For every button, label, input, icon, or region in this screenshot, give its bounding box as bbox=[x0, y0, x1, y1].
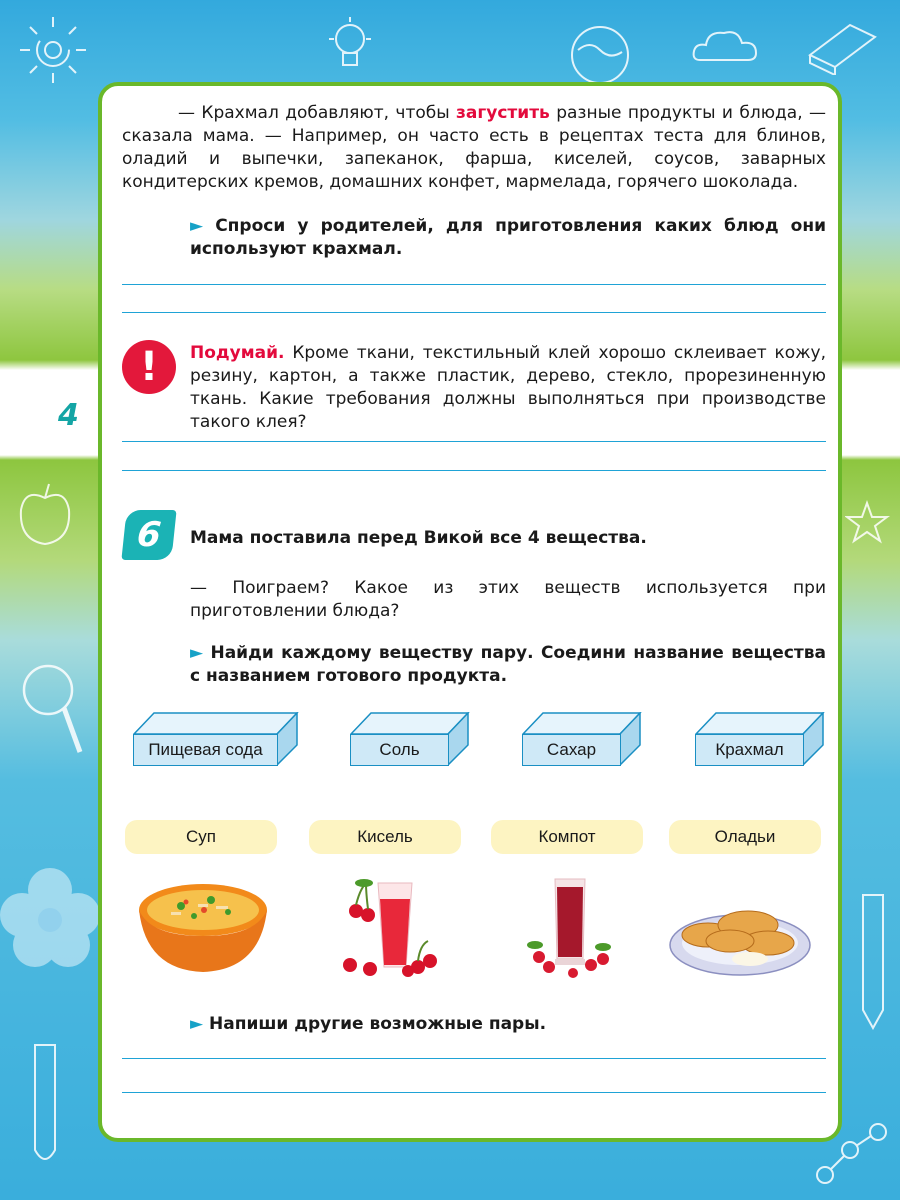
triangle-marker-icon: ► bbox=[190, 216, 204, 236]
book-icon bbox=[800, 15, 880, 75]
substance-label: Сахар bbox=[522, 734, 621, 766]
substance-label: Пищевая сода bbox=[133, 734, 278, 766]
highlight-word: загустить bbox=[456, 103, 550, 123]
test-tube-icon bbox=[20, 1040, 70, 1170]
pancakes-plate-icon bbox=[668, 893, 813, 978]
answer-line[interactable] bbox=[122, 470, 826, 471]
spiral-sun-icon bbox=[18, 15, 88, 85]
kompot-glass-icon bbox=[525, 875, 625, 980]
answer-line[interactable] bbox=[122, 1058, 826, 1059]
magnifier-icon bbox=[18, 660, 88, 760]
substance-box[interactable] bbox=[522, 712, 642, 766]
flower-icon bbox=[0, 850, 100, 980]
substance-label: Крахмал bbox=[695, 734, 804, 766]
substance-box[interactable] bbox=[350, 712, 470, 766]
answer-line[interactable] bbox=[122, 1092, 826, 1093]
substance-box[interactable] bbox=[133, 712, 299, 766]
exercise-instruction: ► Найди каждому веществу пару. Соедини название вещества с названием готового продукта. bbox=[190, 643, 826, 686]
product-pill[interactable]: Суп bbox=[125, 820, 277, 854]
product-pill[interactable]: Оладьи bbox=[669, 820, 821, 854]
answer-line[interactable] bbox=[122, 312, 826, 313]
exclamation-icon: ! bbox=[122, 340, 176, 394]
star-icon bbox=[845, 500, 890, 545]
think-paragraph: Подумай. Кроме ткани, текстильный клей хорошо склеивает кожу, резину, картон, а также пластик, дерево, стекло, прорезиненную ткань. Какие требования должны выполняться при производстве такого клея? bbox=[190, 343, 826, 432]
apple-icon bbox=[15, 480, 75, 550]
substance-box[interactable] bbox=[695, 712, 825, 766]
exercise-question: — Поиграем? Какое из этих веществ используется при приготовлении блюда? bbox=[190, 578, 826, 621]
soup-bowl-icon bbox=[136, 880, 271, 975]
task-ask-parents: ► Спроси у родителей, для приготовления каких блюд они используют крахмал. bbox=[190, 216, 827, 259]
think-label: Подумай. bbox=[190, 343, 285, 363]
lightbulb-icon bbox=[325, 15, 375, 80]
final-instruction: ► Напиши другие возможные пары. bbox=[190, 1014, 547, 1034]
substance-label: Соль bbox=[350, 734, 449, 766]
answer-line[interactable] bbox=[122, 441, 826, 442]
triangle-marker-icon: ► bbox=[190, 643, 204, 663]
kissel-glass-icon bbox=[340, 875, 440, 980]
cloud-icon bbox=[690, 25, 760, 65]
intro-paragraph: — Крахмал добавляют, чтобы загустить разные продукты и блюда, — сказала мама. — Например, он часто есть в рецептах теста для блинов, оладий и выпечки, запеканок, фарша, киселей, соусов, заварных кондитерских кремов, домашних конфет, мармелада, горячего шоколада. bbox=[122, 103, 826, 192]
exercise-number-badge: 6 bbox=[121, 510, 176, 560]
product-pill[interactable]: Компот bbox=[491, 820, 643, 854]
pencil-icon bbox=[858, 890, 888, 1030]
answer-line[interactable] bbox=[122, 284, 826, 285]
triangle-marker-icon: ► bbox=[190, 1014, 204, 1034]
exercise-title: Мама поставила перед Викой все 4 вещества. bbox=[190, 528, 647, 548]
globe-icon bbox=[560, 20, 640, 90]
page-number: 4 bbox=[58, 398, 79, 433]
product-pill[interactable]: Кисель bbox=[309, 820, 461, 854]
